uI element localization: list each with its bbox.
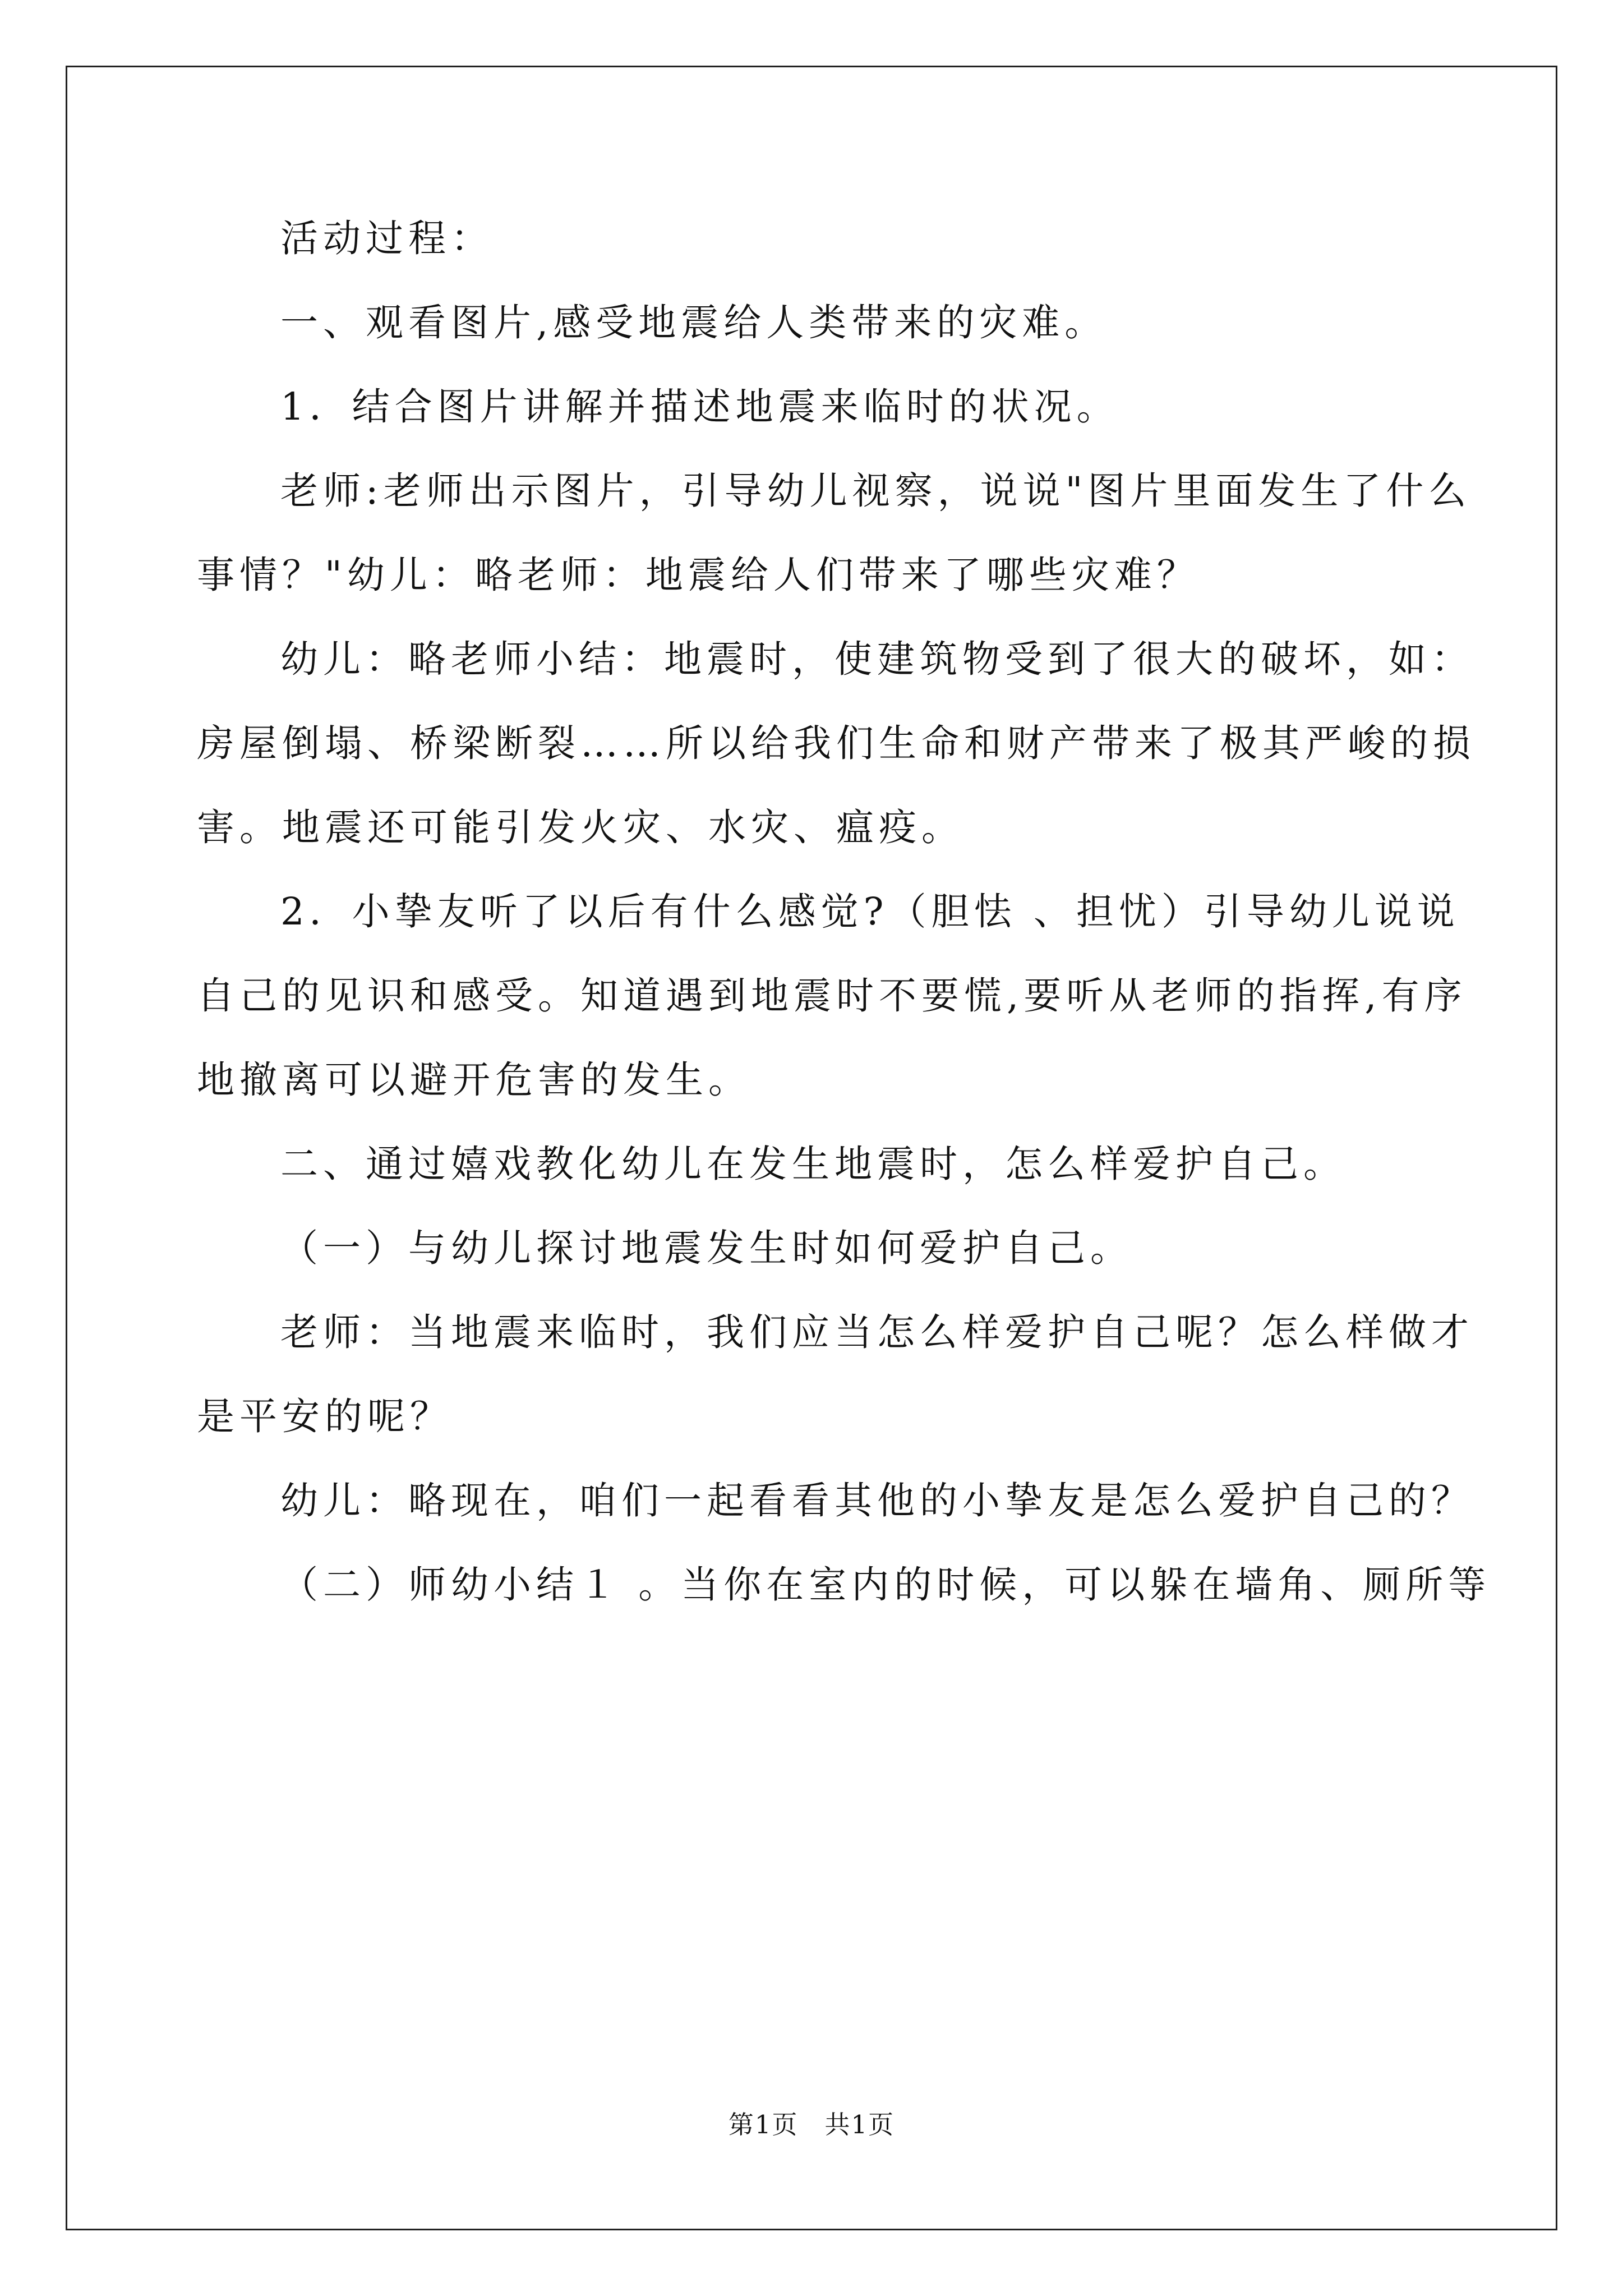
paragraph-line: 2．小挚友听了以后有什么感觉?（胆怯 、担忧）引导幼儿说说 (280, 890, 1460, 933)
subsection-2-line: （二）师幼小结１ 。当你在室内的时候，可以躲在墙角、厕所等 (280, 1563, 1491, 1607)
paragraph-line: 害。地震还可能引发火灾、水灾、瘟疫。 (197, 806, 964, 849)
paragraph-line: 是平安的呢？ (197, 1395, 453, 1438)
paragraph-line: 事情？"幼儿：略老师：地震给人们带来了哪些灾难？ (197, 553, 1200, 597)
paragraph-line: 老师：当地震来临时，我们应当怎么样爱护自己呢？怎么样做才 (280, 1310, 1474, 1354)
page-number: 第1页 共1页 (728, 2110, 895, 2139)
section-2-title: 二、通过嬉戏教化幼儿在发生地震时，怎么样爱护自己。 (280, 1142, 1346, 1186)
subsection-1-title: （一）与幼儿探讨地震发生时如何爱护自己。 (280, 1226, 1133, 1270)
paragraph-line: 自己的见识和感受。知道遇到地震时不要慌,要听从老师的指挥,有序 (197, 974, 1467, 1018)
paragraph-line: 幼儿：略现在，咱们一起看看其他的小挚友是怎么爱护自己的？ (280, 1479, 1474, 1522)
paragraph-line: 地撤离可以避开危害的发生。 (197, 1058, 751, 1102)
paragraph-line: 老师:老师出示图片，引导幼儿视察，说说"图片里面发生了什么 (280, 469, 1472, 513)
section-1-title: 一、观看图片,感受地震给人类带来的灾难。 (280, 301, 1108, 344)
paragraph-line: 房屋倒塌、桥梁断裂……所以给我们生命和财产带来了极其严峻的损 (197, 721, 1476, 765)
heading-activity-process: 活动过程： (280, 217, 494, 260)
step-1-title: 1．结合图片讲解并描述地震来临时的状况。 (280, 385, 1119, 429)
paragraph-line: 幼儿：略老师小结：地震时，使建筑物受到了很大的破坏，如： (280, 637, 1474, 681)
